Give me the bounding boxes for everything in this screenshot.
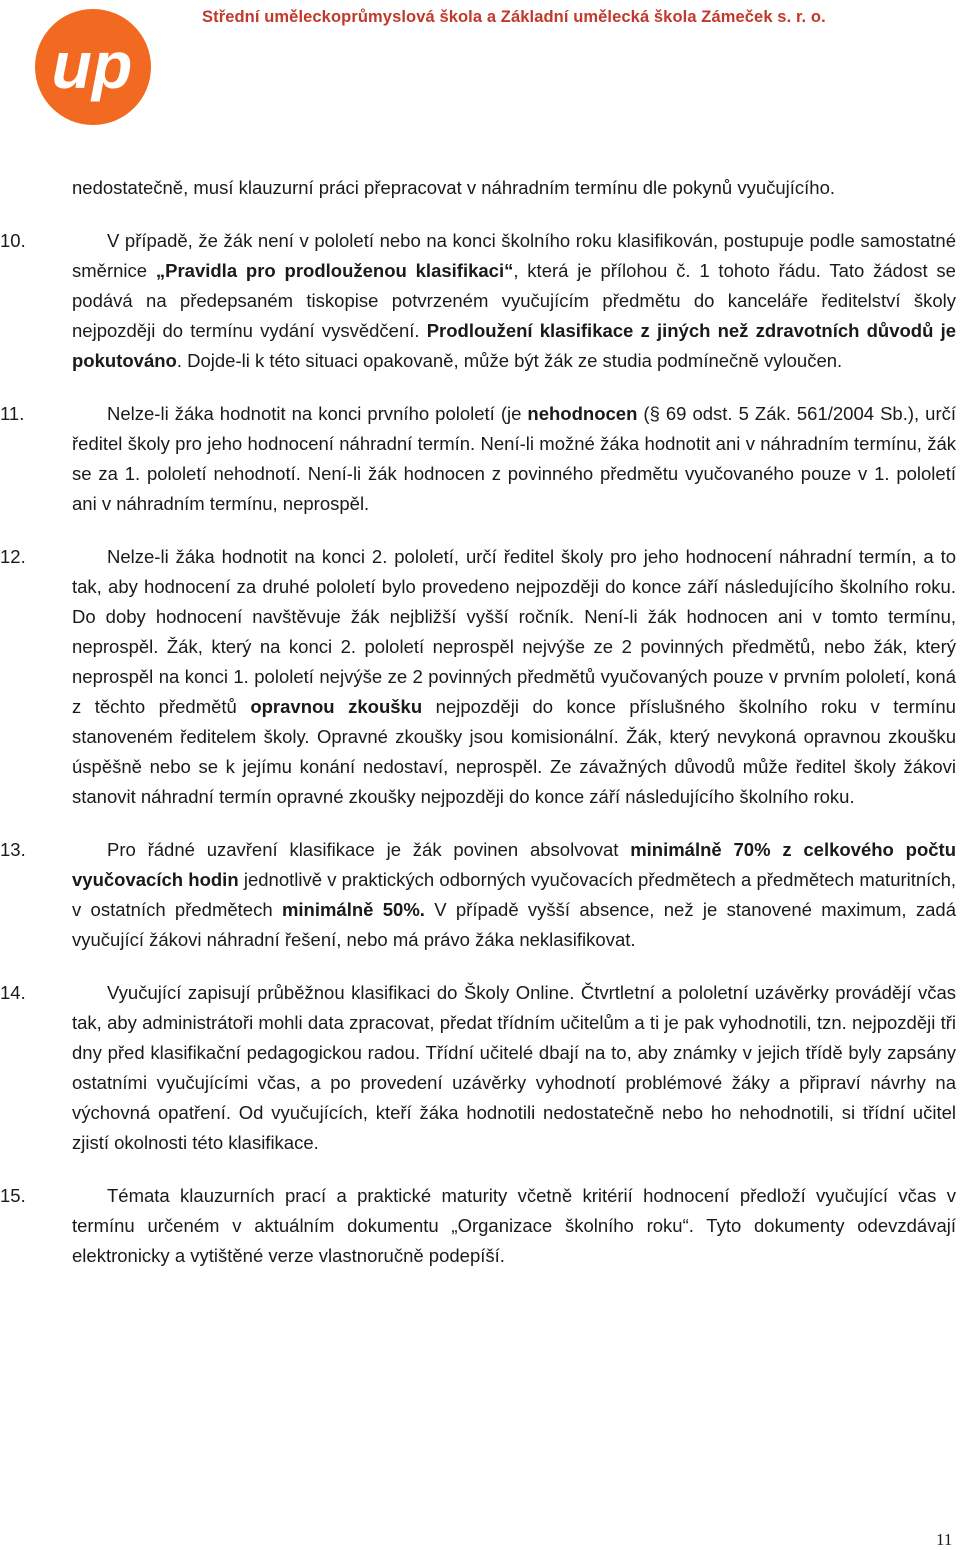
item-number: 14.: [0, 982, 26, 1003]
rule-item-15: [0, 1181, 960, 1271]
rule-item-11: [0, 399, 960, 519]
document-body: [0, 173, 960, 1271]
rule-item-10: [0, 226, 960, 376]
item-text: Vyučující zapisují průběžnou klasifikaci do Školy Online. Čtvrtletní a pololetní uzávěrky provádějí včas tak, aby administrátoři mohli data zpracovat, předat třídním učitelům a ti je pak vyhodnotili, tzn. nejpozději tři dny před klasifikační pedagogickou radou. Třídní učitelé dbají na to, aby známky v jejich třídě byly zapsány ostatními vyučujícími včas, a po provedení uzávěrky vyhodnotí problémové žáky a připraví návrhy na výchovná opatření. Od vyučujících, kteří žáka hodnotili nedostatečně nebo ho nehodnotili, si třídní učitel zjistí okolnosti této klasifikace.: [72, 982, 956, 1153]
page-number: 11: [936, 1530, 953, 1549]
continuation-paragraph: nedostatečně, musí klauzurní práci přepracovat v náhradním termínu dle pokynů vyučujícího.: [72, 177, 836, 198]
item-number: 10.: [0, 230, 26, 251]
rule-item-12: [0, 542, 960, 812]
item-number: 12.: [0, 546, 26, 567]
item-text: Pro řádné uzavření klasifikace je žák povinen absolvovat minimálně 70% z celkového počtu vyučovacích hodin jednotlivě v praktických odborných vyučovacích předmětech a předmětech maturitních, v ostatních předmětech minimálně 50%. V případě vyšší absence, než je stanovené maximum, zadá vyučující žákovi náhradní řešení, nebo má právo žáka neklasifikovat.: [72, 839, 956, 950]
item-number: 15.: [0, 1185, 26, 1206]
rule-item-13: [0, 835, 960, 955]
school-logo: [32, 6, 154, 128]
item-text: Nelze-li žáka hodnotit na konci prvního pololetí (je nehodnocen (§ 69 odst. 5 Zák. 561/2004 Sb.), určí ředitel školy pro jeho hodnocení náhradní termín. Není-li možné žáka hodnotit ani v náhradním termínu, žák se za 1. pololetí nehodnotí. Není-li žák hodnocen z povinného předmětu vyučovaného pouze v 1. pololetí ani v náhradním termínu, neprospěl.: [72, 403, 956, 514]
item-text: Témata klauzurních prací a praktické maturity včetně kritérií hodnocení předloží vyučující včas v termínu určeném v aktuálním dokumentu „Organizace školního roku“. Tyto dokumenty odevzdávají elektronicky a vytištěné verze vlastnoručně podepíší.: [72, 1185, 956, 1266]
item-text: Nelze-li žáka hodnotit na konci 2. pololetí, určí ředitel školy pro jeho hodnocení náhradní termín, a to tak, aby hodnocení za druhé pololetí bylo provedeno nejpozději do konce září následujícího školního roku. Do doby hodnocení navštěvuje žák nejbližší vyšší ročník. Není-li žák hodnocen ani v tomto termínu, neprospěl. Žák, který na konci 2. pololetí neprospěl nejvýše ze 2 povinných předmětů, nebo žák, který neprospěl na konci 1. pololetí nejvýše ze 2 povinných předmětů vyučovaných pouze v prvním pololetí, koná z těchto předmětů opravnou zkoušku nejpozději do konce příslušného školního roku v termínu stanoveném ředitelem školy. Opravné zkoušky jsou komisionální. Žák, který nevykoná opravnou zkoušku úspěšně nebo se k jejímu konání nedostaví, neprospěl. Ze závažných důvodů může ředitel školy žákovi stanovit náhradní termín opravné zkoušky nejpozději do konce září následujícího školního roku.: [72, 546, 956, 807]
item-text: V případě, že žák není v pololetí nebo na konci školního roku klasifikován, postupuje podle samostatné směrnice „Pravidla pro prodlouženou klasifikaci“, která je přílohou č. 1 tohoto řádu. Tato žádost se podává na předepsaném tiskopise potvrzeném vyučujícím předmětu do kanceláře ředitelství školy nejpozději do termínu vydání vysvědčení. Prodloužení klasifikace z jiných než zdravotních důvodů je pokutováno. Dojde-li k této situaci opakovaně, může být žák ze studia podmínečně vyloučen.: [72, 230, 957, 371]
logo-lettering: up: [51, 28, 133, 102]
item-number: 13.: [0, 839, 26, 860]
school-name: Střední uměleckoprůmyslová škola a Základní umělecká škola Zámeček s. r. o.: [202, 8, 826, 26]
item-number: 11.: [0, 403, 25, 424]
rule-item-14: [0, 978, 960, 1158]
